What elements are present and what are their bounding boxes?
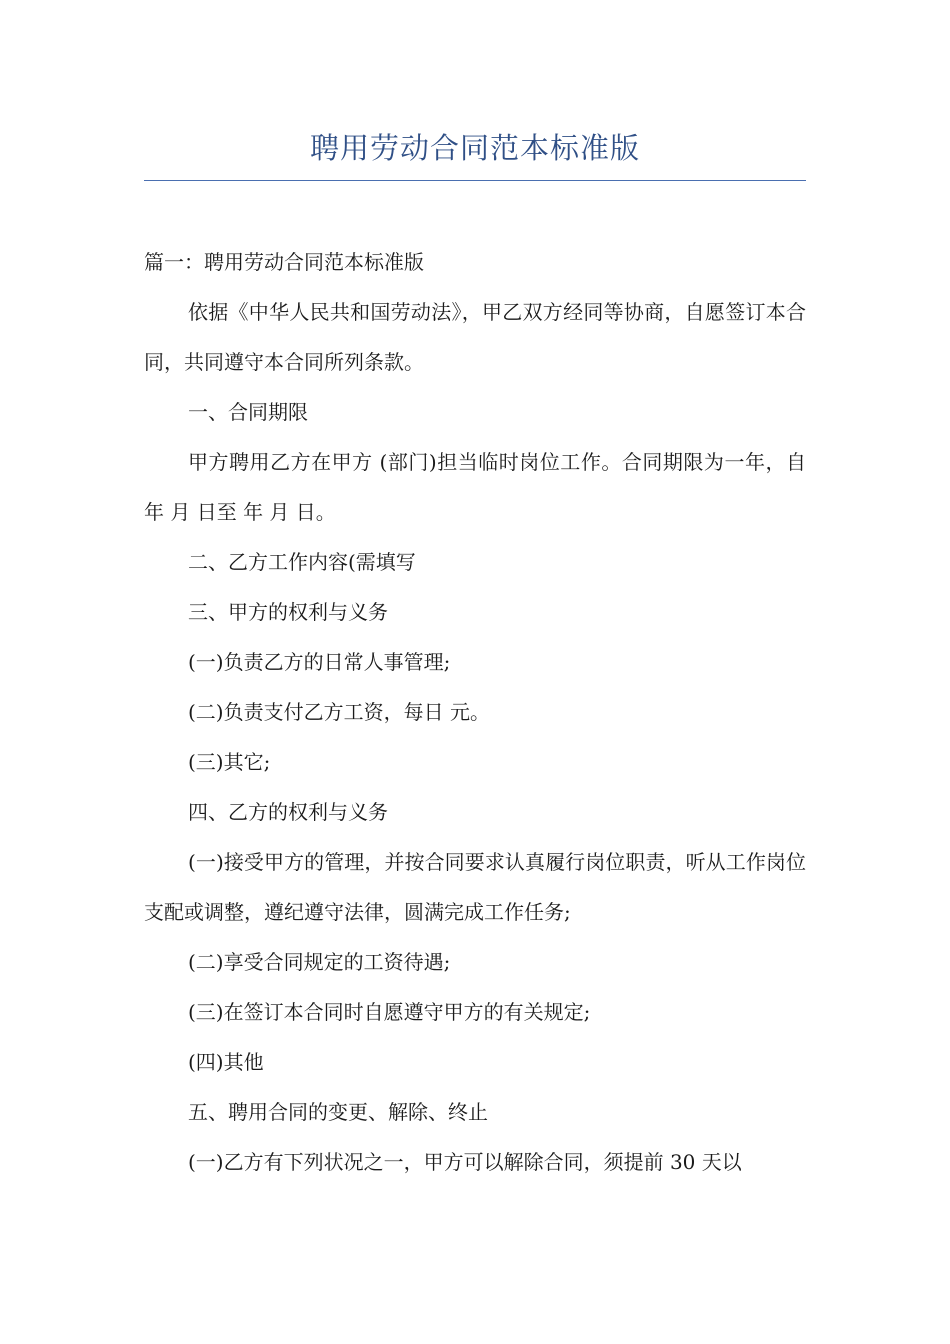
document-title: 聘用劳动合同范本标准版 — [309, 131, 640, 165]
paragraph: (二)享受合同规定的工资待遇; — [188, 950, 451, 974]
paragraph: (二)负责支付乙方工资，每日 元。 — [188, 700, 490, 724]
paragraph: 五、聘用合同的变更、解除、终止 — [188, 1100, 488, 1124]
paragraph: 二、乙方工作内容(需填写 — [188, 550, 416, 574]
paragraph: 篇一：聘用劳动合同范本标准版 — [144, 250, 424, 274]
title-underline — [144, 180, 806, 181]
paragraph: (四)其他 — [188, 1050, 264, 1074]
paragraph: 一、合同期限 — [188, 400, 308, 424]
paragraph: 三、甲方的权利与义务 — [188, 600, 388, 624]
paragraph: (一)负责乙方的日常人事管理; — [188, 650, 451, 674]
paragraph: 依据《中华人民共和国劳动法》，甲乙双方经同等协商，自愿签订本合同，共同遵守本合同所列条款。 — [144, 300, 806, 374]
document-body — [144, 237, 806, 1187]
paragraph: (三)在签订本合同时自愿遵守甲方的有关规定; — [188, 1000, 591, 1024]
paragraph: 甲方聘用乙方在甲方 (部门)担当临时岗位工作。合同期限为一年，自 年 月 日至 年 月 日。 — [144, 450, 806, 524]
paragraph: (一)接受甲方的管理，并按合同要求认真履行岗位职责，听从工作岗位支配或调整，遵纪遵守法律，圆满完成工作任务; — [144, 850, 806, 924]
paragraph: (一)乙方有下列状况之一，甲方可以解除合同，须提前 30 天以 — [188, 1150, 742, 1174]
paragraph: 四、乙方的权利与义务 — [188, 800, 388, 824]
paragraph: (三)其它; — [188, 750, 271, 774]
